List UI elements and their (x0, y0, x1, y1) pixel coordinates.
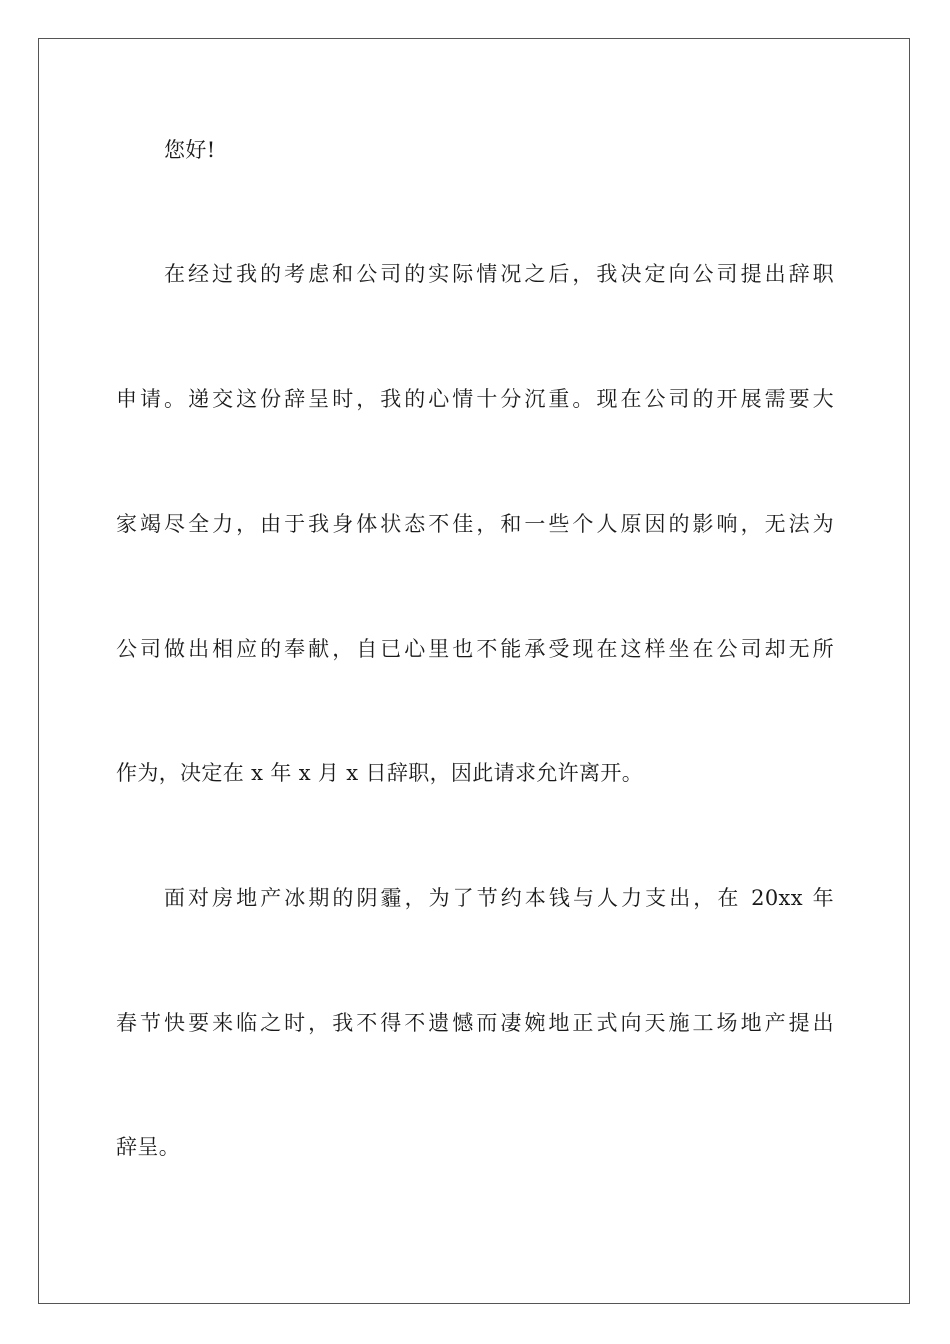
paragraph-1-line-1: 在经过我的考虑和公司的实际情况之后，我决定向公司提出辞职 (164, 262, 834, 286)
paragraph-1-line-5: 作为，决定在 x 年 x 月 x 日辞职，因此请求允许离开。 (116, 761, 644, 785)
paragraph-2-line-3: 辞呈。 (116, 1135, 181, 1159)
paragraph-1-line-3: 家竭尽全力，由于我身体状态不佳，和一些个人原因的影响，无法为 (116, 512, 834, 536)
page-border (38, 38, 910, 1304)
paragraph-1-line-4: 公司做出相应的奉献，自已心里也不能承受现在这样坐在公司却无所 (116, 637, 834, 661)
greeting: 您好! (164, 138, 216, 162)
paragraph-2-line-2: 春节快要来临之时，我不得不遗憾而凄婉地正式向天施工场地产提出 (116, 1011, 834, 1035)
paragraph-2-line-1: 面对房地产冰期的阴霾，为了节约本钱与人力支出，在 20xx 年 (164, 886, 834, 910)
paragraph-1-line-2: 申请。递交这份辞呈时，我的心情十分沉重。现在公司的开展需要大 (116, 387, 834, 411)
